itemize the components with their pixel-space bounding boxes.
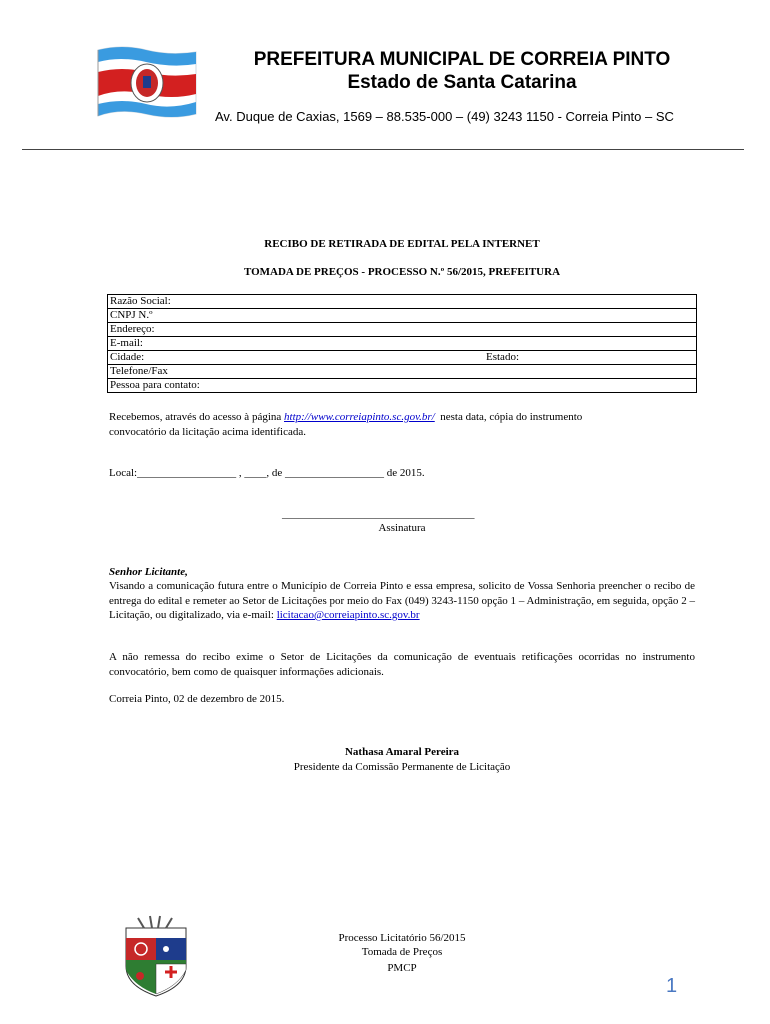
footer-line1: Processo Licitatório 56/2015: [338, 932, 466, 944]
telefone-field[interactable]: Telefone/Fax: [108, 365, 697, 379]
local-date-line: Local:__________________ , ____, de __________________ de 2015.: [109, 467, 425, 479]
receipt-text-line2: convocatório da licitação acima identificada.: [109, 425, 306, 438]
notice-date: Correia Pinto, 02 de dezembro de 2015.: [109, 693, 285, 705]
email-link[interactable]: licitacao@correiapinto.sc.gov.br: [276, 609, 420, 621]
page-title: PREFEITURA MUNICIPAL DE CORREIA PINTO: [253, 49, 671, 70]
footer-line2: Tomada de Preços: [361, 946, 443, 958]
table-row: [108, 323, 697, 337]
header-address: Av. Duque de Caxias, 1569 – 88.535-000 – (49) 3243 1150 - Correia Pinto – SC: [215, 109, 674, 124]
email-field[interactable]: E-mail:: [108, 337, 697, 351]
greeting-text: Senhor Licitante,: [109, 566, 188, 578]
website-link[interactable]: http://www.correiapinto.sc.gov.br/: [284, 411, 435, 423]
document-subtitle: TOMADA DE PREÇOS - PROCESSO N.º 56/2015, PREFEITURA: [243, 266, 561, 278]
document-title: RECIBO DE RETIRADA DE EDITAL PELA INTERNET: [264, 238, 540, 250]
notice-greeting: [109, 565, 695, 580]
endereco-field[interactable]: Endereço:: [108, 323, 697, 337]
municipal-flag-icon: [92, 42, 200, 124]
notice-body-text: Visando a comunicação futura entre o Município de Correia Pinto e essa empresa, solicito de Vossa Senhoria preencher o recibo de entrega do edital e remeter ao Setor de Licitações por meio do Fax (049) 3243-1150 opção 1 – Administração, em seguida, opção 2 – Licitação, ou digitalizado, via e-mail:: [109, 580, 695, 621]
table-row: [108, 379, 697, 393]
signature-line: ___________________________________: [282, 508, 475, 520]
table-row: [108, 365, 697, 379]
notice-warning: A não remessa do recibo exime o Setor de Licitações da comunicação de eventuais retificações ocorridas no instrumento convocatório, bem como de quaisquer informações adicionais.: [109, 651, 695, 678]
pessoa-contato-field[interactable]: Pessoa para contato:: [108, 379, 697, 393]
cidade-estado-field[interactable]: [108, 351, 697, 365]
receipt-text-after: nesta data, cópia do instrumento: [440, 411, 583, 423]
table-row: [108, 337, 697, 351]
table-row: [108, 309, 697, 323]
estado-label: Estado:: [486, 351, 519, 363]
signer-name: Nathasa Amaral Pereira: [344, 746, 460, 758]
signer-role: Presidente da Comissão Permanente de Licitação: [293, 761, 511, 773]
cnpj-field[interactable]: CNPJ N.º: [108, 309, 697, 323]
razao-social-field[interactable]: Razão Social:: [108, 295, 697, 309]
table-row: [108, 351, 697, 365]
notice-body: [109, 579, 695, 623]
table-row: [108, 295, 697, 309]
page-subtitle: Estado de Santa Catarina: [347, 72, 577, 93]
cidade-label: Cidade:: [110, 351, 145, 363]
signature-label: Assinatura: [378, 522, 426, 534]
page-number: 1: [666, 975, 678, 997]
bidder-info-table: [107, 294, 697, 393]
header-divider: [22, 149, 744, 150]
footer-line3: PMCP: [387, 962, 417, 974]
receipt-text-before: Recebemos, através do acesso à página: [109, 411, 282, 423]
receipt-paragraph: [109, 410, 695, 439]
